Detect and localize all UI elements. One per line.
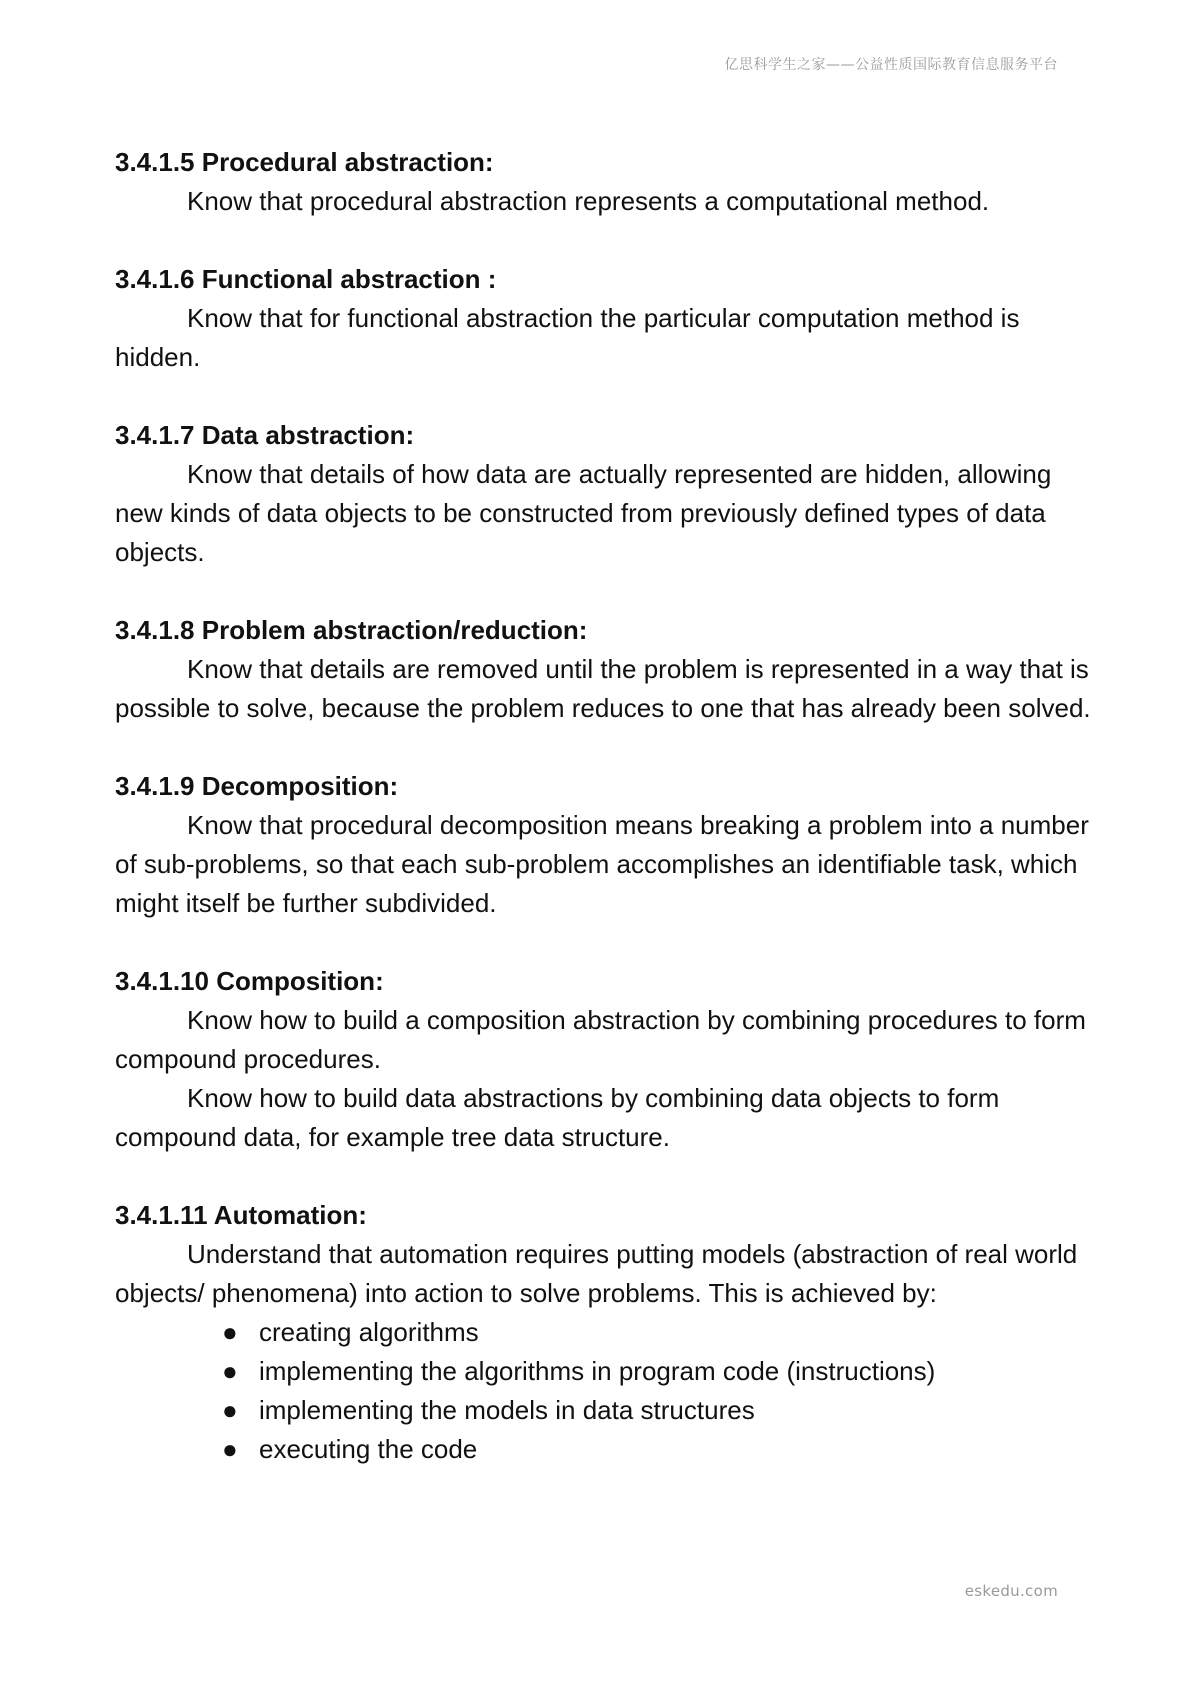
list-item-text: implementing the models in data structures bbox=[259, 1395, 755, 1425]
section-paragraph: Know how to build a composition abstraction by combining procedures to form compound procedures. bbox=[115, 1005, 1086, 1074]
section-heading: 3.4.1.8 Problem abstraction/reduction: bbox=[115, 615, 588, 645]
section-automation bbox=[115, 1196, 1105, 1469]
section-paragraph: Know that procedural decomposition means breaking a problem into a number of sub-problems, so that each sub-problem accomplishes an identifiable task, which might itself be further subdivided. bbox=[115, 810, 1089, 918]
section-functional-abstraction bbox=[115, 260, 1105, 377]
section-data-abstraction bbox=[115, 416, 1105, 572]
section-paragraph: Know that details of how data are actually represented are hidden, allowing new kinds of data objects to be constructed from previously defined types of data objects. bbox=[115, 459, 1052, 567]
section-heading: 3.4.1.10 Composition: bbox=[115, 966, 384, 996]
section-heading: 3.4.1.9 Decomposition: bbox=[115, 771, 399, 801]
section-procedural-abstraction bbox=[115, 143, 1105, 221]
bullet-icon: ● bbox=[222, 1356, 238, 1386]
section-paragraph: Know that procedural abstraction represents a computational method. bbox=[187, 186, 990, 216]
page-footer: eskedu.com bbox=[964, 1582, 1058, 1600]
list-item bbox=[222, 1430, 1105, 1469]
bullet-icon: ● bbox=[222, 1395, 238, 1425]
list-item-text: executing the code bbox=[259, 1434, 478, 1464]
list-item bbox=[222, 1391, 1105, 1430]
bullet-icon: ● bbox=[222, 1317, 238, 1347]
section-heading: 3.4.1.6 Functional abstraction : bbox=[115, 264, 497, 294]
section-heading: 3.4.1.11 Automation: bbox=[115, 1200, 367, 1230]
page-header: 亿思科学生之家——公益性质国际教育信息服务平台 bbox=[724, 57, 1058, 73]
section-paragraph: Know that details are removed until the problem is represented in a way that is possible to solve, because the problem reduces to one that has already been solved. bbox=[115, 654, 1091, 723]
document-body bbox=[115, 143, 1105, 1508]
section-composition bbox=[115, 962, 1105, 1157]
bullet-icon: ● bbox=[222, 1434, 238, 1464]
list-item bbox=[222, 1313, 1105, 1352]
automation-bullet-list bbox=[115, 1313, 1105, 1469]
section-paragraph: Understand that automation requires putting models (abstraction of real world objects/ phenomena) into action to solve problems. This is achieved by: bbox=[115, 1239, 1078, 1308]
section-heading: 3.4.1.7 Data abstraction: bbox=[115, 420, 415, 450]
section-heading: 3.4.1.5 Procedural abstraction: bbox=[115, 147, 494, 177]
list-item-text: creating algorithms bbox=[259, 1317, 479, 1347]
section-decomposition bbox=[115, 767, 1105, 923]
list-item bbox=[222, 1352, 1105, 1391]
section-problem-abstraction bbox=[115, 611, 1105, 728]
section-paragraph: Know that for functional abstraction the particular computation method is hidden. bbox=[115, 303, 1020, 372]
section-paragraph: Know how to build data abstractions by combining data objects to form compound data, for example tree data structure. bbox=[115, 1083, 1000, 1152]
list-item-text: implementing the algorithms in program code (instructions) bbox=[259, 1356, 936, 1386]
